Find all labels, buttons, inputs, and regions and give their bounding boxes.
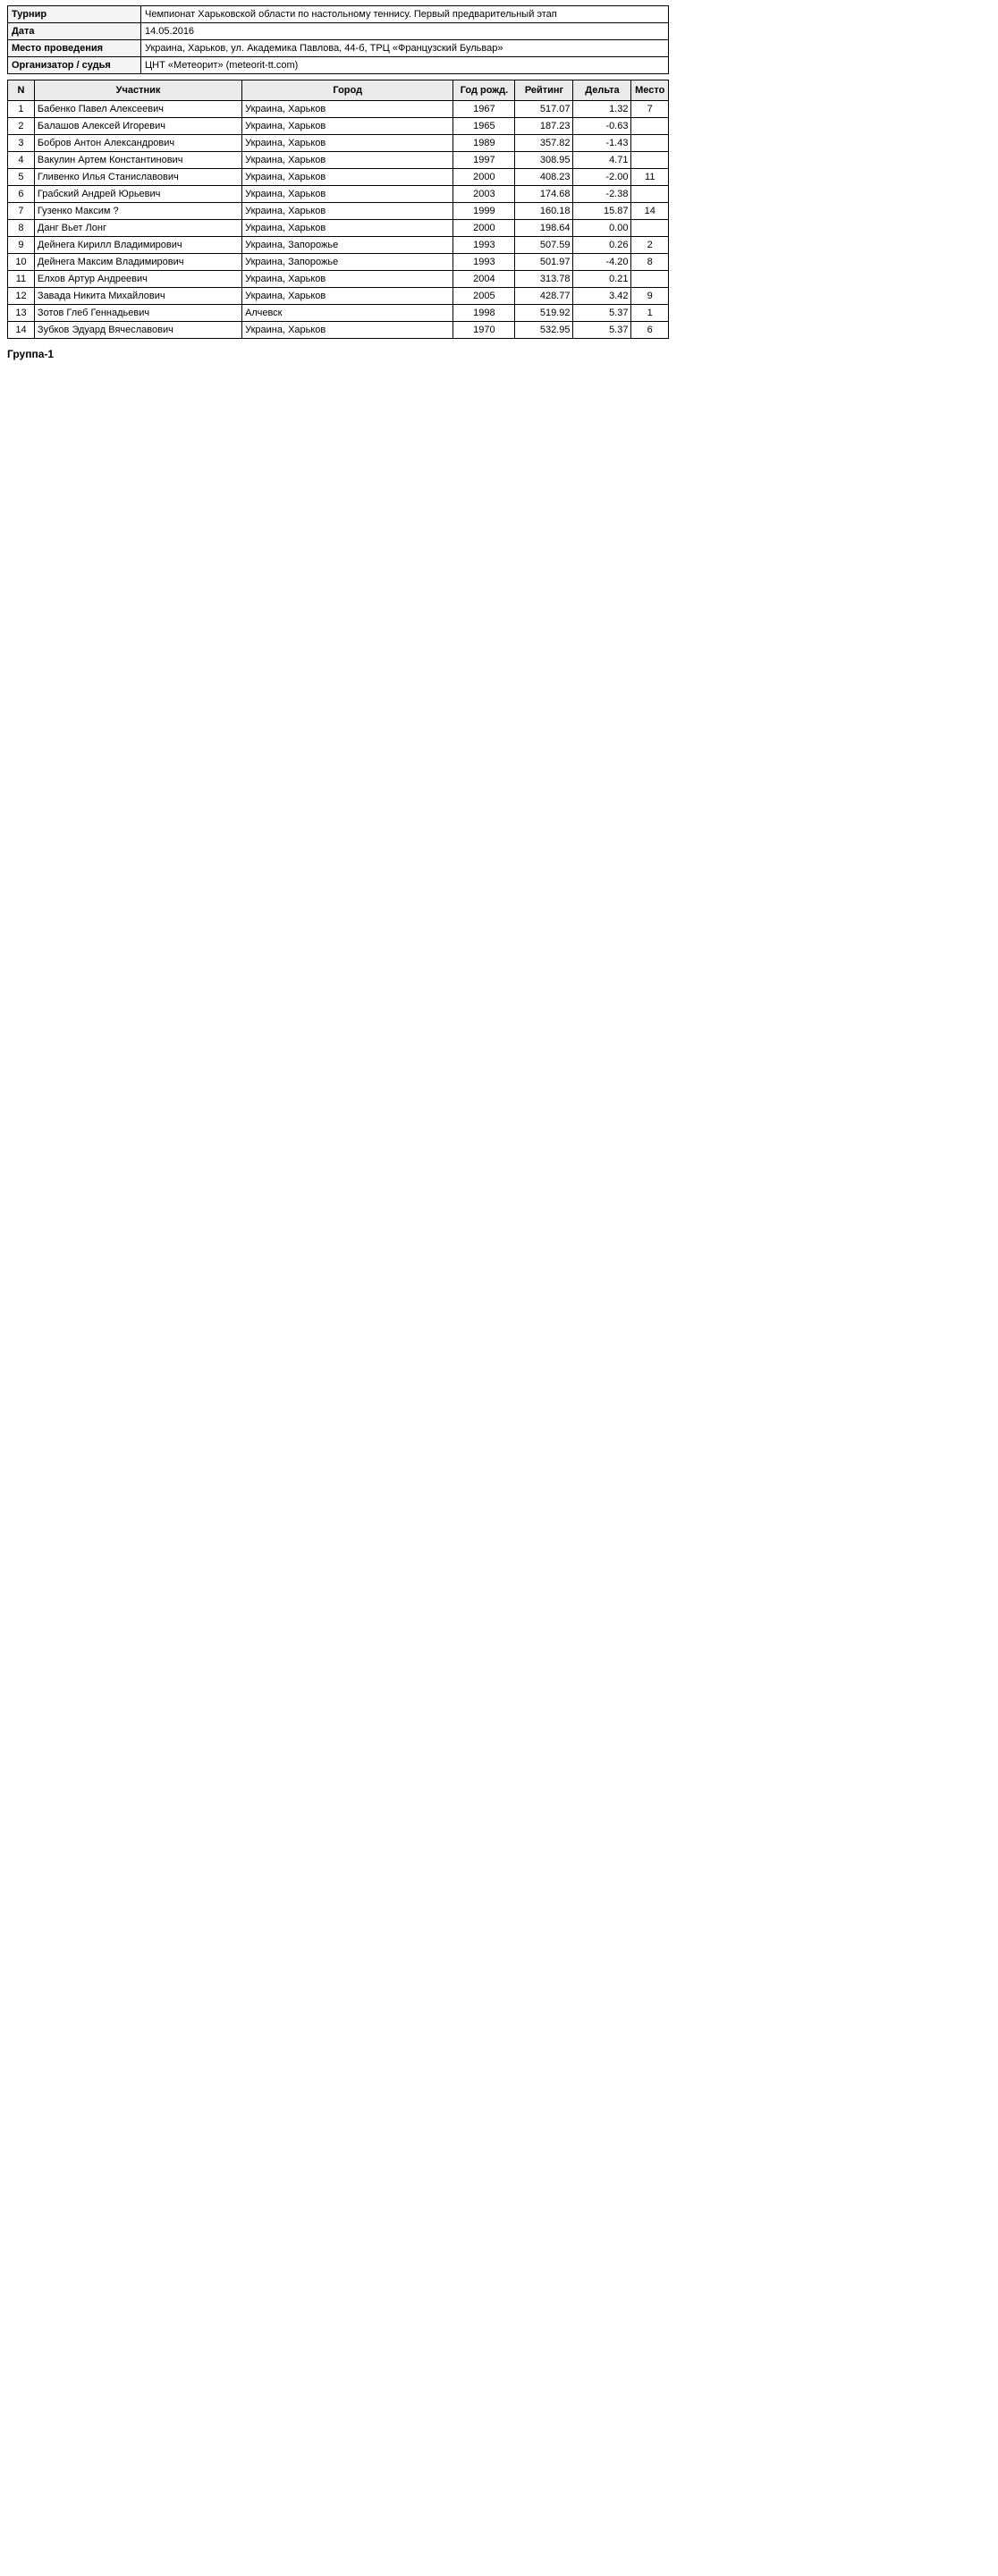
player-cell: 1965 xyxy=(453,118,515,135)
player-cell: 6 xyxy=(8,186,35,203)
player-cell: Зубков Эдуард Вячеславович xyxy=(34,322,241,339)
player-cell: 2000 xyxy=(453,169,515,186)
player-cell: 6 xyxy=(631,322,669,339)
player-cell: Алчевск xyxy=(242,305,453,322)
players-table xyxy=(7,80,669,339)
player-cell: 357.82 xyxy=(515,135,573,152)
player-row xyxy=(8,271,669,288)
player-cell: 501.97 xyxy=(515,254,573,271)
player-cell: Украина, Харьков xyxy=(242,152,453,169)
player-cell: Елхов Артур Андреевич xyxy=(34,271,241,288)
group-title: Группа-1 xyxy=(7,348,55,360)
player-cell: 0.00 xyxy=(573,220,631,237)
player-cell: Украина, Харьков xyxy=(242,186,453,203)
player-cell: 14 xyxy=(8,322,35,339)
player-cell: -2.00 xyxy=(573,169,631,186)
player-cell: 10 xyxy=(8,254,35,271)
info-row xyxy=(8,23,669,40)
player-cell: Вакулин Артем Константинович xyxy=(34,152,241,169)
player-cell: -1.43 xyxy=(573,135,631,152)
player-cell: Украина, Харьков xyxy=(242,220,453,237)
player-cell: 14 xyxy=(631,203,669,220)
player-cell: Грабский Андрей Юрьевич xyxy=(34,186,241,203)
player-cell: 8 xyxy=(631,254,669,271)
player-cell: 9 xyxy=(631,288,669,305)
players-header-cell: Участник xyxy=(34,80,241,101)
player-cell: 1.32 xyxy=(573,101,631,118)
player-row xyxy=(8,237,669,254)
player-cell: 1993 xyxy=(453,254,515,271)
player-cell: -4.20 xyxy=(573,254,631,271)
player-cell: 1997 xyxy=(453,152,515,169)
player-cell: Украина, Запорожье xyxy=(242,237,453,254)
player-row xyxy=(8,152,669,169)
player-cell: 160.18 xyxy=(515,203,573,220)
info-value: ЦНТ «Метеорит» (meteorit-tt.com) xyxy=(141,57,669,74)
player-cell: 5.37 xyxy=(573,322,631,339)
player-cell: 8 xyxy=(8,220,35,237)
info-label: Место проведения xyxy=(8,40,141,57)
player-cell: 517.07 xyxy=(515,101,573,118)
player-cell: 2 xyxy=(8,118,35,135)
player-cell: 3 xyxy=(8,135,35,152)
info-label: Турнир xyxy=(8,6,141,23)
player-cell: Украина, Харьков xyxy=(242,101,453,118)
players-header-cell: Дельта xyxy=(573,80,631,101)
player-cell: 7 xyxy=(8,203,35,220)
player-cell: 1 xyxy=(8,101,35,118)
player-row xyxy=(8,288,669,305)
player-cell: Украина, Харьков xyxy=(242,271,453,288)
player-cell: 428.77 xyxy=(515,288,573,305)
info-value: 14.05.2016 xyxy=(141,23,669,40)
player-cell: Бабенко Павел Алексеевич xyxy=(34,101,241,118)
player-row xyxy=(8,186,669,203)
player-cell: 1 xyxy=(631,305,669,322)
player-cell: 308.95 xyxy=(515,152,573,169)
player-cell: 313.78 xyxy=(515,271,573,288)
player-row xyxy=(8,220,669,237)
player-cell: 1998 xyxy=(453,305,515,322)
player-cell: -0.63 xyxy=(573,118,631,135)
player-row xyxy=(8,203,669,220)
player-cell: Зотов Глеб Геннадьевич xyxy=(34,305,241,322)
player-cell: 408.23 xyxy=(515,169,573,186)
info-value: Украина, Харьков, ул. Академика Павлова, 44-б, ТРЦ «Французский Бульвар» xyxy=(141,40,669,57)
player-cell: 1967 xyxy=(453,101,515,118)
player-row xyxy=(8,101,669,118)
info-row xyxy=(8,6,669,23)
players-header-cell: Место xyxy=(631,80,669,101)
page xyxy=(0,0,998,368)
player-row xyxy=(8,169,669,186)
player-cell: Гливенко Илья Станиславович xyxy=(34,169,241,186)
player-cell: Украина, Запорожье xyxy=(242,254,453,271)
player-cell: 2003 xyxy=(453,186,515,203)
players-header-cell: N xyxy=(8,80,35,101)
player-cell: Гузенко Максим ? xyxy=(34,203,241,220)
player-cell: 0.21 xyxy=(573,271,631,288)
info-label: Дата xyxy=(8,23,141,40)
player-cell: 187.23 xyxy=(515,118,573,135)
player-cell: 2004 xyxy=(453,271,515,288)
player-cell: Балашов Алексей Игоревич xyxy=(34,118,241,135)
player-cell xyxy=(631,186,669,203)
player-cell: 4.71 xyxy=(573,152,631,169)
players-header-cell: Год рожд. xyxy=(453,80,515,101)
player-cell: 1970 xyxy=(453,322,515,339)
player-cell xyxy=(631,152,669,169)
player-cell: 1989 xyxy=(453,135,515,152)
player-row xyxy=(8,305,669,322)
player-cell: Дейнега Максим Владимирович xyxy=(34,254,241,271)
player-cell: Завада Никита Михайлович xyxy=(34,288,241,305)
player-cell: Украина, Харьков xyxy=(242,288,453,305)
players-header-cell: Рейтинг xyxy=(515,80,573,101)
player-row xyxy=(8,118,669,135)
player-cell xyxy=(631,220,669,237)
player-cell: 11 xyxy=(631,169,669,186)
player-cell: 532.95 xyxy=(515,322,573,339)
player-cell: Украина, Харьков xyxy=(242,118,453,135)
player-cell: 2000 xyxy=(453,220,515,237)
info-row xyxy=(8,57,669,74)
player-cell xyxy=(631,271,669,288)
player-cell: Дейнега Кирилл Владимирович xyxy=(34,237,241,254)
player-row xyxy=(8,254,669,271)
info-label: Организатор / судья xyxy=(8,57,141,74)
player-cell: 15.87 xyxy=(573,203,631,220)
info-row xyxy=(8,40,669,57)
player-row xyxy=(8,322,669,339)
player-cell: 519.92 xyxy=(515,305,573,322)
player-cell: Бобров Антон Александрович xyxy=(34,135,241,152)
player-cell xyxy=(631,118,669,135)
player-cell: 4 xyxy=(8,152,35,169)
player-cell: 1993 xyxy=(453,237,515,254)
player-cell: 174.68 xyxy=(515,186,573,203)
info-value: Чемпионат Харьковской области по настольному теннису. Первый предварительный этап xyxy=(141,6,669,23)
player-cell: Украина, Харьков xyxy=(242,322,453,339)
player-cell: Украина, Харьков xyxy=(242,169,453,186)
player-cell: 13 xyxy=(8,305,35,322)
player-cell: 198.64 xyxy=(515,220,573,237)
player-cell: 1999 xyxy=(453,203,515,220)
player-cell: Украина, Харьков xyxy=(242,203,453,220)
player-cell: Данг Вьет Лонг xyxy=(34,220,241,237)
player-cell: 9 xyxy=(8,237,35,254)
player-cell: 0.26 xyxy=(573,237,631,254)
player-cell xyxy=(631,135,669,152)
player-cell: 507.59 xyxy=(515,237,573,254)
player-cell: 2 xyxy=(631,237,669,254)
player-cell: 12 xyxy=(8,288,35,305)
player-row xyxy=(8,135,669,152)
player-cell: -2.38 xyxy=(573,186,631,203)
player-cell: Украина, Харьков xyxy=(242,135,453,152)
player-cell: 5.37 xyxy=(573,305,631,322)
player-cell: 3.42 xyxy=(573,288,631,305)
player-cell: 11 xyxy=(8,271,35,288)
player-cell: 7 xyxy=(631,101,669,118)
player-cell: 2005 xyxy=(453,288,515,305)
players-header-cell: Город xyxy=(242,80,453,101)
tournament-info-table xyxy=(7,5,669,74)
player-cell: 5 xyxy=(8,169,35,186)
